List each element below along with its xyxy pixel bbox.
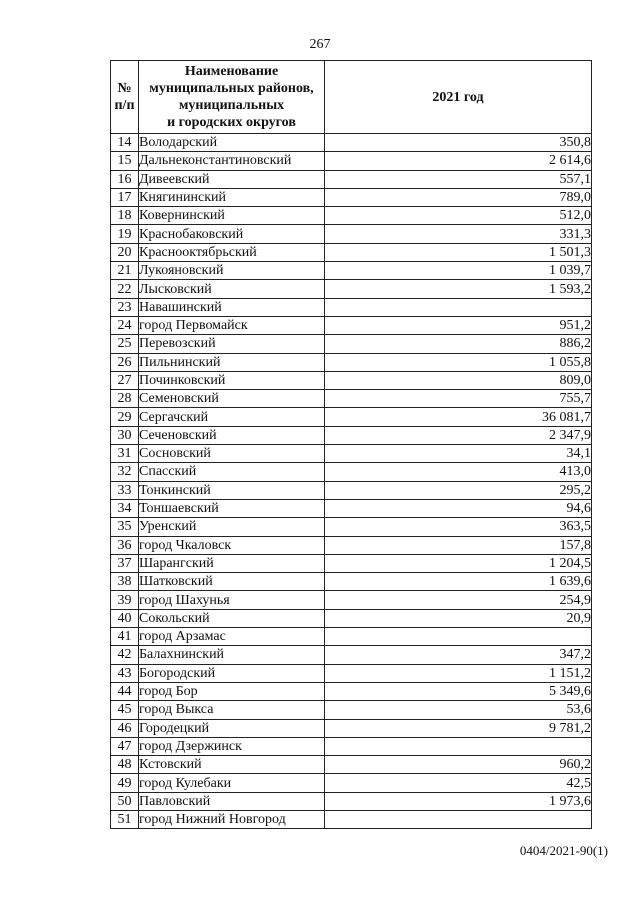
row-value: 557,1	[325, 170, 592, 188]
table-row	[111, 609, 592, 627]
row-number: 14	[111, 134, 139, 152]
row-value: 363,5	[325, 518, 592, 536]
row-number: 39	[111, 591, 139, 609]
row-value: 347,2	[325, 646, 592, 664]
row-name: Починковский	[139, 371, 325, 389]
row-number: 36	[111, 536, 139, 554]
row-name: Дальнеконстантиновский	[139, 152, 325, 170]
row-value: 1 055,8	[325, 353, 592, 371]
row-value: 960,2	[325, 756, 592, 774]
row-value: 1 204,5	[325, 554, 592, 572]
row-number: 20	[111, 243, 139, 261]
row-number: 21	[111, 262, 139, 280]
row-name: Тонкинский	[139, 481, 325, 499]
row-number: 30	[111, 426, 139, 444]
row-number: 28	[111, 390, 139, 408]
row-value: 1 639,6	[325, 573, 592, 591]
row-name: Перевозский	[139, 335, 325, 353]
row-number: 43	[111, 664, 139, 682]
table-row	[111, 225, 592, 243]
row-value: 94,6	[325, 499, 592, 517]
row-value: 9 781,2	[325, 719, 592, 737]
row-number: 35	[111, 518, 139, 536]
row-name: Краснооктябрьский	[139, 243, 325, 261]
row-value: 2 347,9	[325, 426, 592, 444]
row-value: 1 039,7	[325, 262, 592, 280]
row-value	[325, 298, 592, 316]
row-name: Тоншаевский	[139, 499, 325, 517]
row-name: город Арзамас	[139, 628, 325, 646]
row-name: город Первомайск	[139, 316, 325, 334]
row-value: 512,0	[325, 207, 592, 225]
row-name: Сосновский	[139, 445, 325, 463]
row-number: 47	[111, 737, 139, 755]
row-name: Сергачский	[139, 408, 325, 426]
row-value: 295,2	[325, 481, 592, 499]
table-body	[111, 134, 592, 829]
row-number: 41	[111, 628, 139, 646]
row-value: 53,6	[325, 701, 592, 719]
row-number: 42	[111, 646, 139, 664]
table-row	[111, 774, 592, 792]
table-row	[111, 298, 592, 316]
table-row	[111, 628, 592, 646]
row-name: Княгининский	[139, 188, 325, 206]
table-row	[111, 682, 592, 700]
row-number: 19	[111, 225, 139, 243]
row-number: 26	[111, 353, 139, 371]
row-name: Семеновский	[139, 390, 325, 408]
table-row	[111, 719, 592, 737]
table-row	[111, 207, 592, 225]
row-name: Лукояновский	[139, 262, 325, 280]
row-value: 809,0	[325, 371, 592, 389]
row-name: Городецкий	[139, 719, 325, 737]
row-number: 50	[111, 792, 139, 810]
row-number: 31	[111, 445, 139, 463]
row-name: Спасский	[139, 463, 325, 481]
header-name-line: и городских округов	[167, 115, 296, 130]
row-value: 886,2	[325, 335, 592, 353]
row-name: Пильнинский	[139, 353, 325, 371]
row-value: 951,2	[325, 316, 592, 334]
table-row	[111, 756, 592, 774]
row-name: город Кулебаки	[139, 774, 325, 792]
row-name: Сокольский	[139, 609, 325, 627]
row-name: Навашинский	[139, 298, 325, 316]
row-name: город Шахунья	[139, 591, 325, 609]
row-name: Володарский	[139, 134, 325, 152]
row-number: 37	[111, 554, 139, 572]
header-name-line: муниципальных	[178, 98, 285, 113]
row-number: 33	[111, 481, 139, 499]
header-name-line: Наименование	[184, 64, 279, 79]
table-row	[111, 591, 592, 609]
table-row	[111, 701, 592, 719]
row-name: Богородский	[139, 664, 325, 682]
row-value: 2 614,6	[325, 152, 592, 170]
row-name: Павловский	[139, 792, 325, 810]
row-name: Балахнинский	[139, 646, 325, 664]
table-header-row	[111, 61, 592, 134]
row-number: 15	[111, 152, 139, 170]
row-value: 1 151,2	[325, 664, 592, 682]
row-number: 23	[111, 298, 139, 316]
row-number: 27	[111, 371, 139, 389]
header-number-line: п/п	[114, 98, 135, 113]
table-row	[111, 573, 592, 591]
table-row	[111, 463, 592, 481]
row-name: город Выкса	[139, 701, 325, 719]
row-number: 18	[111, 207, 139, 225]
table-row	[111, 408, 592, 426]
table-row	[111, 188, 592, 206]
table-row	[111, 554, 592, 572]
row-number: 44	[111, 682, 139, 700]
row-name: Ковернинский	[139, 207, 325, 225]
page-number: 267	[309, 37, 331, 52]
table-row	[111, 280, 592, 298]
data-table	[110, 60, 592, 829]
row-value: 789,0	[325, 188, 592, 206]
row-value: 1 973,6	[325, 792, 592, 810]
table-row	[111, 426, 592, 444]
row-value: 350,8	[325, 134, 592, 152]
row-name: Кстовский	[139, 756, 325, 774]
table-row	[111, 353, 592, 371]
row-number: 40	[111, 609, 139, 627]
row-name: город Бор	[139, 682, 325, 700]
row-name: Сеченовский	[139, 426, 325, 444]
row-number: 51	[111, 810, 139, 828]
table-row	[111, 481, 592, 499]
row-number: 25	[111, 335, 139, 353]
table-row	[111, 737, 592, 755]
row-value: 1 593,2	[325, 280, 592, 298]
row-number: 49	[111, 774, 139, 792]
header-number-line: №	[117, 81, 132, 96]
row-number: 34	[111, 499, 139, 517]
row-name: город Дзержинск	[139, 737, 325, 755]
row-value	[325, 737, 592, 755]
row-number: 17	[111, 188, 139, 206]
table-row	[111, 134, 592, 152]
row-value: 331,3	[325, 225, 592, 243]
row-value: 20,9	[325, 609, 592, 627]
row-value: 413,0	[325, 463, 592, 481]
row-number: 32	[111, 463, 139, 481]
row-value: 1 501,3	[325, 243, 592, 261]
table-row	[111, 371, 592, 389]
row-name: Шарангский	[139, 554, 325, 572]
table-row	[111, 152, 592, 170]
header-name	[139, 61, 325, 134]
row-name: Краснобаковский	[139, 225, 325, 243]
row-value: 5 349,6	[325, 682, 592, 700]
row-value: 157,8	[325, 536, 592, 554]
table-row	[111, 316, 592, 334]
row-value	[325, 810, 592, 828]
row-name: город Чкаловск	[139, 536, 325, 554]
header-number	[111, 61, 139, 134]
table-row	[111, 664, 592, 682]
row-number: 46	[111, 719, 139, 737]
row-number: 38	[111, 573, 139, 591]
row-number: 24	[111, 316, 139, 334]
row-number: 48	[111, 756, 139, 774]
row-number: 16	[111, 170, 139, 188]
row-value: 254,9	[325, 591, 592, 609]
table-row	[111, 810, 592, 828]
table-row	[111, 445, 592, 463]
table-row	[111, 646, 592, 664]
table-row	[111, 536, 592, 554]
table-row	[111, 262, 592, 280]
table-row	[111, 390, 592, 408]
table-row	[111, 499, 592, 517]
row-name: город Нижний Новгород	[139, 810, 325, 828]
row-name: Дивеевский	[139, 170, 325, 188]
row-name: Лысковский	[139, 280, 325, 298]
row-name: Уренский	[139, 518, 325, 536]
table-row	[111, 335, 592, 353]
row-value	[325, 628, 592, 646]
header-name-line: муниципальных районов,	[149, 81, 314, 96]
table-row	[111, 243, 592, 261]
row-value: 755,7	[325, 390, 592, 408]
row-number: 29	[111, 408, 139, 426]
row-value: 36 081,7	[325, 408, 592, 426]
row-value: 42,5	[325, 774, 592, 792]
document-code: 0404/2021-90(1)	[519, 843, 608, 858]
header-year: 2021 год	[325, 61, 592, 134]
row-name: Шатковский	[139, 573, 325, 591]
row-number: 22	[111, 280, 139, 298]
table-row	[111, 170, 592, 188]
row-value: 34,1	[325, 445, 592, 463]
table-row	[111, 792, 592, 810]
row-number: 45	[111, 701, 139, 719]
table-row	[111, 518, 592, 536]
